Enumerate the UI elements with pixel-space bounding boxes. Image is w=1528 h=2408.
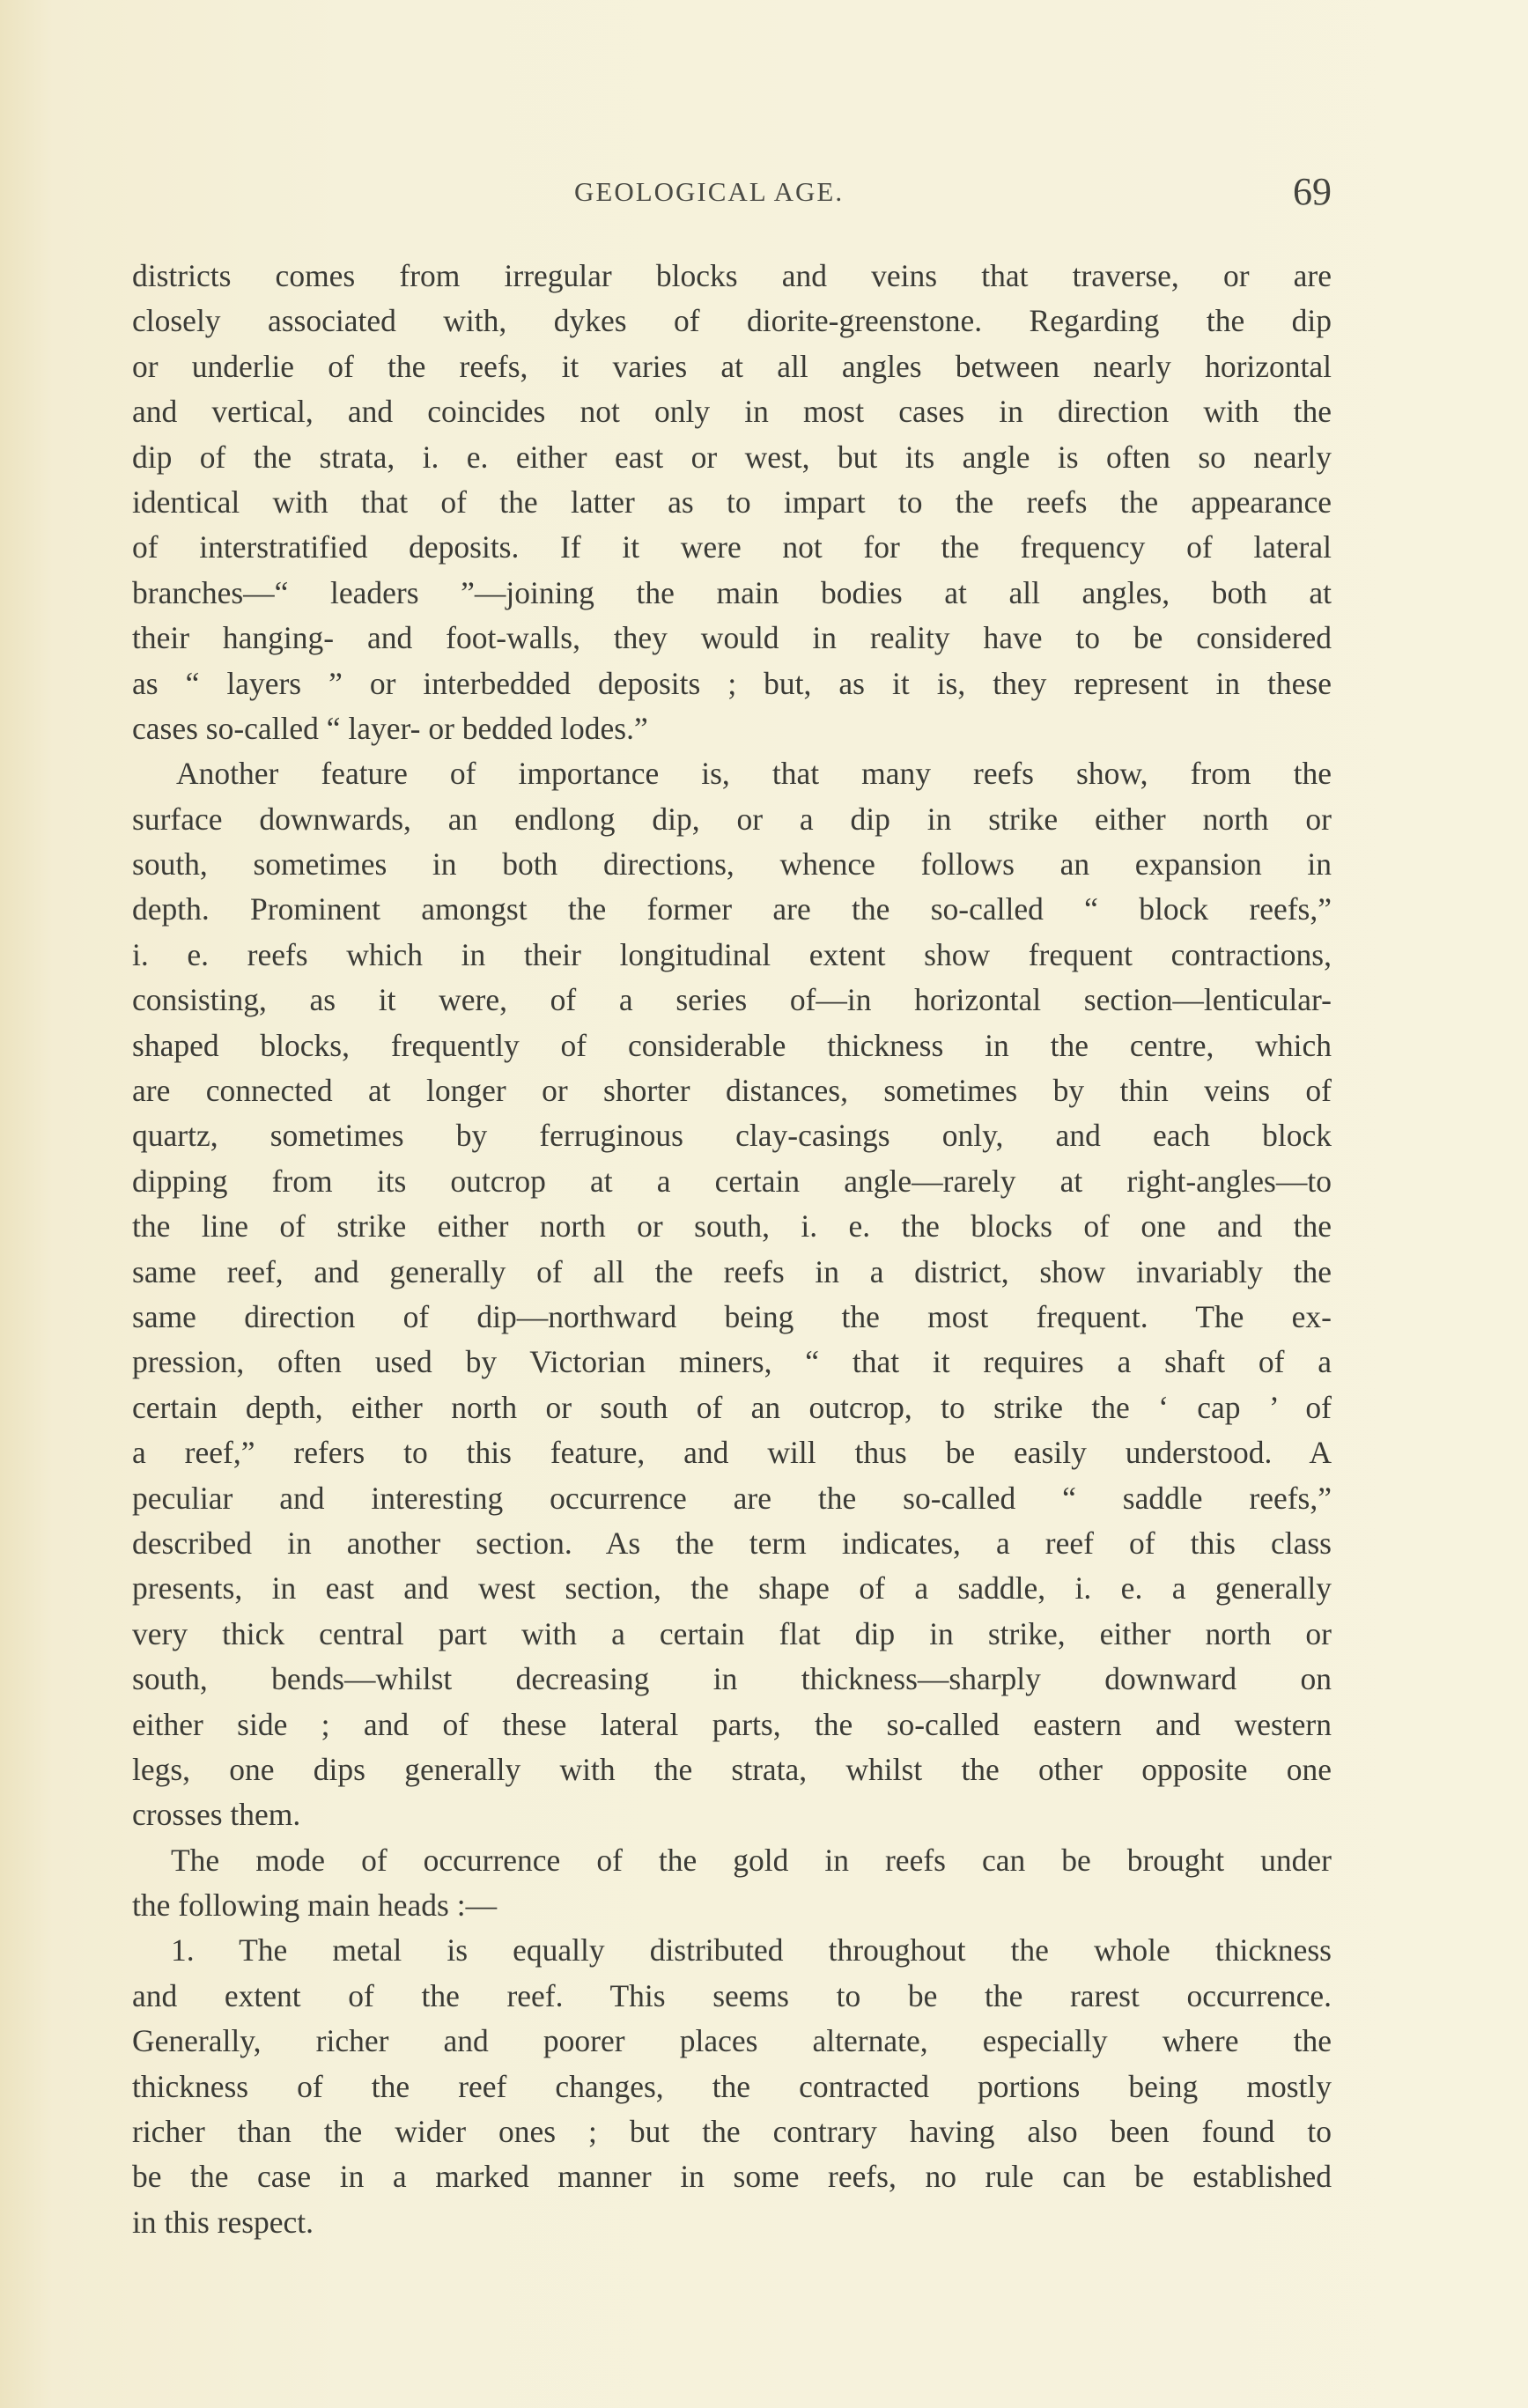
text-line: cases so-called “ layer- or bedded lodes.”	[132, 710, 648, 746]
text-line: dipping from its outcrop at a certain angle—rarely at right-angles—to	[132, 1163, 1332, 1199]
text-line: described in another section. As the term indicates, a reef of this class	[132, 1525, 1332, 1561]
text-line: quartz, sometimes by ferruginous clay-casings only, and each block	[132, 1118, 1332, 1154]
text-line: or underlie of the reefs, it varies at all angles between nearly horizontal	[132, 348, 1332, 384]
text-line: same reef, and generally of all the reefs in a district, show invariably the	[132, 1253, 1332, 1289]
text-line: either side ; and of these lateral parts, the so-called eastern and western	[132, 1706, 1332, 1742]
page-number: 69	[1293, 170, 1332, 213]
text-line: the line of strike either north or south, i. e. the blocks of one and the	[132, 1208, 1332, 1245]
text-line: shaped blocks, frequently of considerable thickness in the centre, which	[132, 1027, 1332, 1063]
text-line: richer than the wider ones ; but the contrary having also been found to	[132, 2114, 1332, 2150]
text-line: closely associated with, dykes of diorite-greenstone. Regarding the dip	[132, 303, 1332, 339]
numbered-item-1	[132, 1928, 1332, 2245]
text-line: consisting, as it were, of a series of—in horizontal section—lenticular-	[132, 982, 1332, 1018]
text-line: are connected at longer or shorter distances, sometimes by thin veins of	[132, 1073, 1332, 1109]
text-line: same direction of dip—northward being the most frequent. The ex-	[132, 1298, 1332, 1334]
text-line: i. e. reefs which in their longitudinal extent show frequent contractions,	[132, 936, 1332, 972]
paragraph-continuation	[132, 254, 1332, 751]
text-line: branches—“ leaders ”—joining the main bodies at all angles, both at	[132, 574, 1332, 610]
text-line: districts comes from irregular blocks and veins that traverse, or are	[132, 258, 1332, 293]
running-title: GEOLOGICAL AGE.	[574, 176, 845, 207]
text-line: and extent of the reef. This seems to be the rarest occurrence.	[132, 1977, 1332, 2013]
text-line: identical with that of the latter as to impart to the reefs the appearance	[132, 484, 1332, 520]
text-line: Generally, richer and poorer places alternate, especially where the	[132, 2023, 1332, 2059]
paragraph-mode-of-occurrence	[132, 1838, 1332, 1929]
text-line: the following main heads :—	[132, 1887, 498, 1924]
text-line: The mode of occurrence of the gold in reefs can be brought under	[171, 1842, 1332, 1878]
text-line: crosses them.	[132, 1797, 301, 1833]
text-line: thickness of the reef changes, the contracted portions being mostly	[132, 2068, 1332, 2104]
text-line: their hanging- and foot-walls, they would in reality have to be considered	[132, 620, 1332, 656]
text-line: as “ layers ” or interbedded deposits ; but, as it is, they represent in these	[132, 665, 1332, 701]
text-line: be the case in a marked manner in some reefs, no rule can be established	[132, 2159, 1332, 2195]
body-text	[132, 254, 1332, 2245]
paragraph-block-reefs	[132, 751, 1332, 1837]
text-line: of interstratified deposits. If it were not for the frequency of lateral	[132, 529, 1332, 565]
text-line: surface downwards, an endlong dip, or a dip in strike either north or	[132, 801, 1332, 837]
text-line: Another feature of importance is, that many reefs show, from the	[176, 756, 1332, 792]
text-line: and vertical, and coincides not only in most cases in direction with the	[132, 394, 1332, 430]
text-line: a reef,” refers to this feature, and will thus be easily understood. A	[132, 1435, 1332, 1471]
text-line: in this respect.	[132, 2204, 314, 2240]
text-line: south, sometimes in both directions, whence follows an expansion in	[132, 846, 1332, 883]
text-line: depth. Prominent amongst the former are the so-called “ block reefs,”	[132, 891, 1332, 927]
text-line: presents, in east and west section, the shape of a saddle, i. e. a generally	[132, 1570, 1332, 1607]
text-line: south, bends—whilst decreasing in thickness—sharply downward on	[132, 1661, 1332, 1697]
text-line: dip of the strata, i. e. either east or west, but its angle is often so nearly	[132, 439, 1332, 475]
text-line: legs, one dips generally with the strata, whilst the other opposite one	[132, 1751, 1332, 1787]
running-head	[132, 170, 1332, 217]
text-line: pression, often used by Victorian miners, “ that it requires a shaft of a	[132, 1344, 1332, 1380]
text-line: 1. The metal is equally distributed throughout the whole thickness	[171, 1932, 1332, 1969]
text-line: certain depth, either north or south of an outcrop, to strike the ‘ cap ’ of	[132, 1389, 1332, 1425]
text-line: peculiar and interesting occurrence are the so-called “ saddle reefs,”	[132, 1480, 1332, 1516]
text-line: very thick central part with a certain flat dip in strike, either north or	[132, 1615, 1332, 1651]
